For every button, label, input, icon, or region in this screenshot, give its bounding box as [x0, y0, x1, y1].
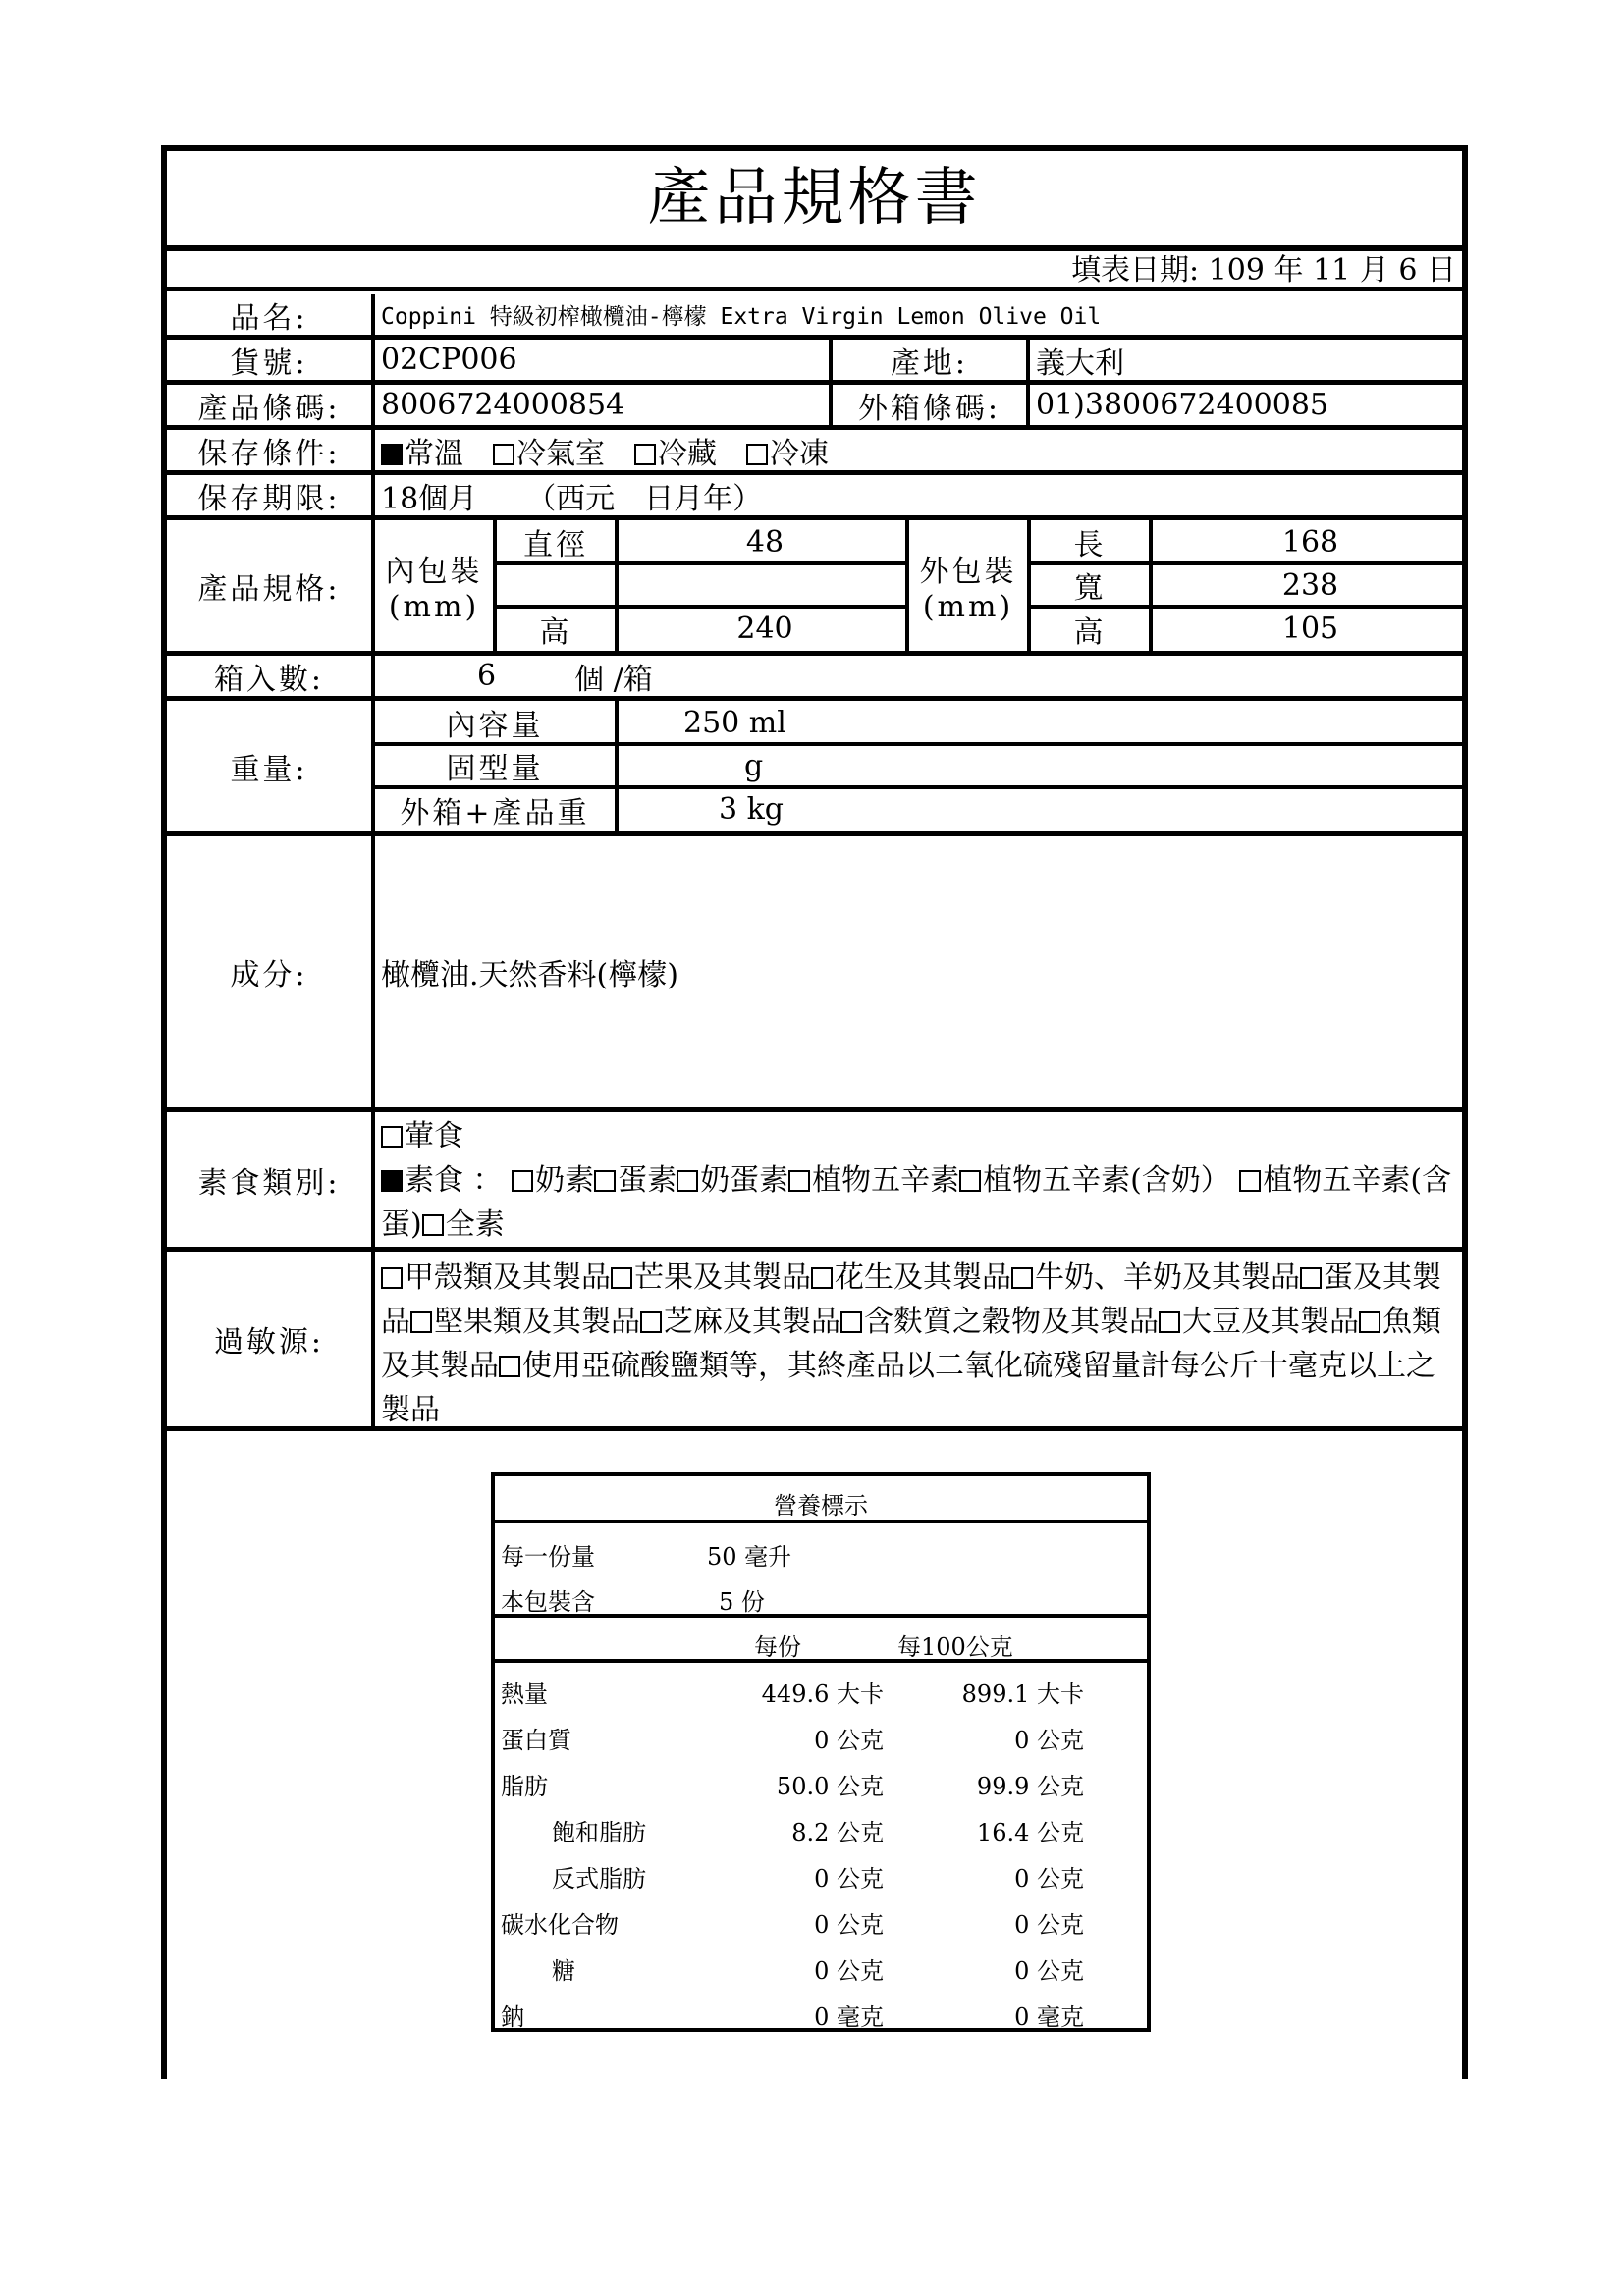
nutrient-name: 脂肪: [501, 1773, 548, 1800]
inner-dim-value-1: 48: [615, 520, 905, 563]
weight-value-1: 250 ml: [615, 701, 1462, 744]
inner-pack-label: 內包裝: [385, 555, 483, 589]
shelf-life-value-cell: [371, 475, 1462, 515]
divider: [495, 1614, 1147, 1618]
allergen-item-9: 大豆及其製品: [1182, 1305, 1359, 1339]
nutrient-per-100: 0 毫克: [1014, 2003, 1084, 2031]
veg-option-veg: 素食 ：: [405, 1163, 503, 1198]
checkbox-icon[interactable]: [811, 1267, 833, 1289]
checkbox-icon[interactable]: [840, 1311, 862, 1333]
nutrition-facts: [491, 1472, 1151, 2032]
ingredients-value: 橄欖油.天然香料(檸檬): [371, 836, 1462, 1107]
weight-name-3: 外箱+產品重: [371, 787, 615, 831]
divider: [371, 785, 1462, 789]
spec-label: 產品規格:: [197, 571, 341, 607]
checkbox-icon[interactable]: [611, 1267, 632, 1289]
inner-dim-name-3: 高: [493, 607, 615, 651]
nutrient-per-100: 0 公克: [1014, 1727, 1084, 1754]
allergen-options: [371, 1252, 1462, 1426]
checkbox-icon[interactable]: [410, 1311, 432, 1333]
nutrient-per-100: 0 公克: [1014, 1911, 1084, 1939]
outer-pack-label-cell: [905, 520, 1027, 651]
fill-date-year: 109: [1208, 253, 1265, 288]
outer-dim-value-2: 238: [1149, 563, 1462, 607]
fill-date-month-unit: 月: [1359, 253, 1389, 288]
checkbox-icon[interactable]: [1359, 1311, 1380, 1333]
vegetarian-options: [371, 1112, 1462, 1247]
veg-option-4: 植物五辛素: [812, 1163, 960, 1198]
origin-value: 義大利: [1026, 340, 1462, 380]
fill-date: [167, 251, 1462, 291]
nutrient-per-serving: 50.0 公克: [776, 1773, 884, 1800]
inner-dim-value-2: [615, 563, 905, 607]
veg-option-7: 全素: [445, 1207, 505, 1242]
nutrient-name: 碳水化合物: [501, 1911, 619, 1939]
servings-value: 5 份: [719, 1588, 765, 1616]
storage-option-frozen[interactable]: 冷凍: [746, 430, 829, 470]
weight-name-1: 內容量: [371, 701, 615, 744]
inner-dim-value-3: 240: [615, 607, 905, 651]
row-case-qty: [167, 656, 1462, 701]
outer-dim-value-1: 168: [1149, 520, 1462, 563]
checkbox-icon[interactable]: [422, 1214, 444, 1236]
checkbox-icon[interactable]: [594, 1170, 616, 1192]
allergen-item-7: 芝麻及其製品: [664, 1305, 840, 1339]
nutrient-per-serving: 0 公克: [814, 1957, 884, 1985]
fill-date-month: 11: [1313, 253, 1351, 288]
outer-dim-name-3: 高: [1027, 607, 1149, 651]
fill-date-day-unit: 日: [1427, 253, 1456, 288]
nutrient-name: 反式脂肪: [552, 1865, 646, 1893]
shelf-life-note: （西元 日月年）: [526, 481, 763, 515]
nutrient-per-serving: 449.6 大卡: [761, 1681, 884, 1708]
inner-dim-name-1: 直徑: [493, 520, 615, 563]
nutrient-per-100: 0 公克: [1014, 1957, 1084, 1985]
divider: [493, 561, 905, 565]
checkbox-icon[interactable]: [1159, 1311, 1180, 1333]
storage-option-refrigerated[interactable]: 冷藏: [634, 430, 717, 470]
row-product-name: [167, 294, 1462, 340]
ingredients-label: 成分:: [230, 958, 308, 992]
outer-dim-name-2: 寬: [1027, 563, 1149, 607]
divider: [493, 605, 905, 609]
product-name-label: 品名:: [230, 300, 308, 335]
checkbox-icon[interactable]: [959, 1170, 981, 1192]
nutrient-name: 飽和脂肪: [552, 1819, 646, 1846]
row-barcode: [167, 385, 1462, 430]
checkbox-icon[interactable]: [788, 1170, 810, 1192]
row-allergen: [167, 1252, 1462, 1431]
storage-label: 保存條件:: [197, 436, 341, 470]
row-shelf-life: [167, 475, 1462, 520]
checkbox-checked-icon[interactable]: [381, 444, 403, 465]
item-no-value: 02CP006: [371, 340, 829, 380]
col-per-100g: 每100公克: [897, 1633, 1013, 1661]
divider: [1027, 561, 1462, 565]
divider: [1027, 605, 1462, 609]
serving-size-value: 50 毫升: [707, 1543, 792, 1571]
nutrient-per-100: 16.4 公克: [976, 1819, 1084, 1846]
row-ingredients: [167, 836, 1462, 1112]
case-qty-label: 箱入數:: [213, 662, 325, 696]
nutrient-name: 熱量: [501, 1681, 548, 1708]
case-qty-unit: 個 /箱: [574, 662, 653, 696]
nutrient-per-serving: 0 毫克: [814, 2003, 884, 2031]
case-qty-cell: [371, 656, 1462, 696]
checkbox-icon[interactable]: [746, 444, 768, 465]
outer-dim-value-3: 105: [1149, 607, 1462, 651]
row-weight: [167, 701, 1462, 836]
barcode-label: 產品條碼:: [197, 391, 341, 425]
veg-option-1: 奶素: [535, 1163, 595, 1198]
inner-pack-label-cell: [371, 520, 493, 651]
nutrition-title: 營養標示: [774, 1492, 868, 1520]
weight-name-2: 固型量: [371, 744, 615, 787]
storage-option-air-conditioned[interactable]: 冷氣室: [493, 430, 605, 470]
veg-option-6: 植物五辛素(含蛋): [381, 1163, 1452, 1242]
allergen-item-2: 芒果及其製品: [634, 1260, 811, 1295]
origin-label: 產地:: [829, 340, 1026, 380]
allergen-item-5: 蛋及其製品: [381, 1260, 1441, 1339]
nutrient-per-100: 99.9 公克: [976, 1773, 1084, 1800]
weight-label: 重量:: [230, 752, 308, 787]
checkbox-icon[interactable]: [1239, 1170, 1261, 1192]
row-vegetarian: [167, 1112, 1462, 1252]
nutrient-name: 鈉: [501, 2003, 524, 2031]
row-item-no: [167, 340, 1462, 385]
veg-option-2: 蛋素: [618, 1163, 677, 1198]
checkbox-icon[interactable]: [512, 1170, 533, 1192]
nutrient-per-serving: 0 公克: [814, 1865, 884, 1893]
fill-date-year-unit: 年: [1273, 253, 1304, 288]
fill-date-label: 填表日期:: [1071, 253, 1200, 288]
allergen-label: 過敏源:: [213, 1325, 325, 1360]
checkbox-icon[interactable]: [634, 444, 656, 465]
divider: [495, 1659, 1147, 1663]
checkbox-checked-icon[interactable]: [381, 1170, 403, 1192]
checkbox-icon[interactable]: [1011, 1267, 1033, 1289]
checkbox-icon[interactable]: [677, 1170, 698, 1192]
shelf-life-value: 18個月: [381, 481, 478, 515]
veg-option-5: 植物五辛素(含奶）: [983, 1163, 1230, 1198]
storage-options: [371, 430, 1462, 470]
nutrient-name: 蛋白質: [501, 1727, 571, 1754]
checkbox-icon[interactable]: [381, 1267, 403, 1289]
nutrient-per-100: 899.1 大卡: [961, 1681, 1084, 1708]
nutrient-per-100: 0 公克: [1014, 1865, 1084, 1893]
divider: [371, 742, 1462, 746]
nutrient-per-serving: 0 公克: [814, 1727, 884, 1754]
divider: [495, 1520, 1147, 1523]
allergen-item-4: 牛奶、羊奶及其製品: [1035, 1260, 1300, 1295]
allergen-item-10: 魚類及其製品: [381, 1305, 1441, 1383]
allergen-item-3: 花生及其製品: [835, 1260, 1011, 1295]
case-barcode-label: 外箱條碼:: [829, 385, 1026, 425]
checkbox-icon[interactable]: [381, 1126, 403, 1148]
inner-pack-unit: (mm): [388, 590, 480, 624]
outer-pack-unit: (mm): [922, 590, 1014, 624]
servings-label: 本包裝含: [501, 1588, 595, 1616]
col-per-serving: 每份: [754, 1633, 801, 1661]
nutrient-name: 糖: [552, 1957, 575, 1985]
barcode-value: 8006724000854: [371, 385, 829, 425]
checkbox-icon[interactable]: [493, 444, 514, 465]
case-qty-value: 6: [477, 659, 497, 693]
allergen-item-1: 甲殼類及其製品: [405, 1260, 611, 1295]
vegetarian-label: 素食類別:: [197, 1165, 341, 1201]
row-storage: [167, 430, 1462, 475]
veg-option-non-veg: 葷食: [405, 1119, 463, 1153]
row-spec: [167, 520, 1462, 656]
page-title: 產品規格書: [167, 151, 1462, 251]
allergen-item-8: 含麩質之穀物及其製品: [864, 1305, 1159, 1339]
serving-size-label: 每一份量: [501, 1543, 595, 1571]
outer-pack-label: 外包裝: [919, 555, 1017, 589]
checkbox-icon[interactable]: [1300, 1267, 1322, 1289]
checkbox-icon[interactable]: [499, 1356, 520, 1377]
allergen-item-6: 堅果類及其製品: [434, 1305, 640, 1339]
nutrient-per-serving: 0 公克: [814, 1911, 884, 1939]
fill-date-day: 6: [1398, 253, 1418, 288]
checkbox-icon[interactable]: [640, 1311, 662, 1333]
weight-value-2: g: [615, 744, 1462, 787]
inner-dim-name-2: [493, 563, 615, 607]
veg-option-3: 奶蛋素: [700, 1163, 789, 1198]
nutrient-per-serving: 8.2 公克: [791, 1819, 884, 1846]
weight-value-3: 3 kg: [615, 787, 1462, 831]
shelf-life-label: 保存期限:: [197, 481, 341, 515]
outer-dim-name-1: 長: [1027, 520, 1149, 563]
storage-option-ambient[interactable]: 常溫: [381, 430, 463, 470]
case-barcode-value: 01)3800672400085: [1026, 385, 1462, 425]
product-name-value: Coppini 特級初榨橄欖油-檸檬 Extra Virgin Lemon Olive Oil: [371, 294, 1462, 335]
allergen-item-11: 使用亞硫酸鹽類等，其終產品以二氧化硫殘留量計每公斤十毫克以上之製品: [381, 1349, 1435, 1426]
item-no-label: 貨號:: [230, 346, 308, 380]
